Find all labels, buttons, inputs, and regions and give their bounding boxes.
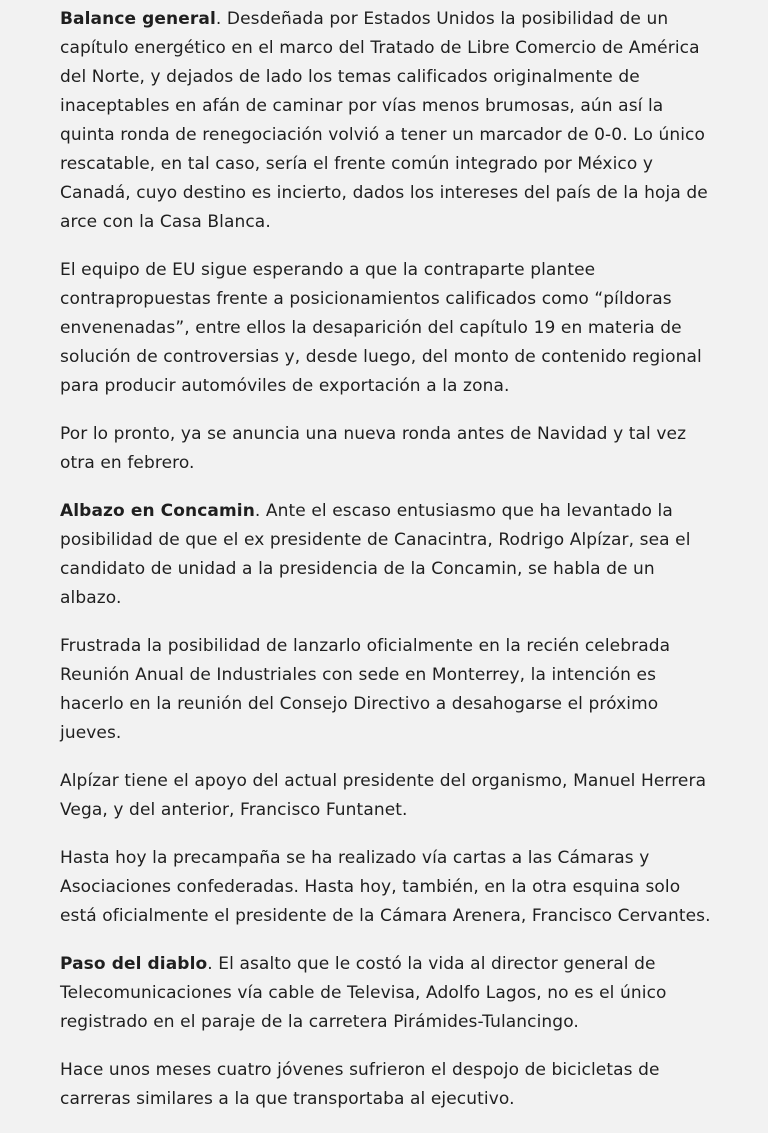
- section-heading: Albazo en Concamin: [60, 501, 255, 521]
- section-heading: Balance general: [60, 9, 216, 29]
- paragraph-text: Alpízar tiene el apoyo del actual presidente del organismo, Manuel Herrera Vega, y del anterior, Francisco Funtanet.: [60, 771, 707, 820]
- paragraph-text: Hasta hoy la precampaña se ha realizado vía cartas a las Cámaras y Asociaciones confederadas. Hasta hoy, también, en la otra esquina solo está oficialmente el presidente de la Cámara Arenera, Francisco Cervantes.: [60, 848, 711, 926]
- paragraph-precampana: [60, 844, 720, 931]
- paragraph-balance-general: [60, 5, 720, 237]
- paragraph-equipo-eu: [60, 256, 720, 401]
- paragraph-text: Por lo pronto, ya se anuncia una nueva ronda antes de Navidad y tal vez otra en febrero.: [60, 424, 687, 473]
- paragraph-nueva-ronda: [60, 420, 720, 478]
- paragraph-frustrada: [60, 632, 720, 748]
- paragraph-text: Hace unos meses cuatro jóvenes sufrieron el despojo de bicicletas de carreras similares a la que transportaba al ejecutivo.: [60, 1060, 660, 1109]
- paragraph-text: . Ante el escaso entusiasmo que ha levantado la posibilidad de que el ex presidente de Canacintra, Rodrigo Alpízar, sea el candidato de unidad a la presidencia de la Concamin, se habla de un albazo.: [60, 501, 691, 608]
- paragraph-text: Frustrada la posibilidad de lanzarlo oficialmente en la recién celebrada Reunión Anual de Industriales con sede en Monterrey, la intención es hacerlo en la reunión del Consejo Directivo a desahogarse el próximo jueves.: [60, 636, 671, 743]
- paragraph-text: . El asalto que le costó la vida al director general de Telecomunicaciones vía cable de Televisa, Adolfo Lagos, no es el único registrado en el paraje de la carretera Pirámides-Tulancingo.: [60, 954, 667, 1032]
- section-heading: Paso del diablo: [60, 954, 208, 974]
- paragraph-apoyo: [60, 767, 720, 825]
- paragraph-bicicletas: [60, 1056, 720, 1114]
- paragraph-text: . Desdeñada por Estados Unidos la posibilidad de un capítulo energético en el marco del Tratado de Libre Comercio de América del Norte, y dejados de lado los temas calificados originalmente de inaceptables en afán de caminar por vías menos brumosas, aún así la quinta ronda de renegociación volvió a tener un marcador de 0-0. Lo único rescatable, en tal caso, sería el frente común integrado por México y Canadá, cuyo destino es incierto, dados los intereses del país de la hoja de arce con la Casa Blanca.: [60, 9, 708, 232]
- paragraph-albazo-concamin: [60, 497, 720, 613]
- paragraph-text: El equipo de EU sigue esperando a que la contraparte plantee contrapropuestas frente a posicionamientos calificados como “píldoras envenenadas”, entre ellos la desaparición del capítulo 19 en materia de solución de controversias y, desde luego, del monto de contenido regional para producir automóviles de exportación a la zona.: [60, 260, 702, 396]
- article-body: [60, 5, 720, 1133]
